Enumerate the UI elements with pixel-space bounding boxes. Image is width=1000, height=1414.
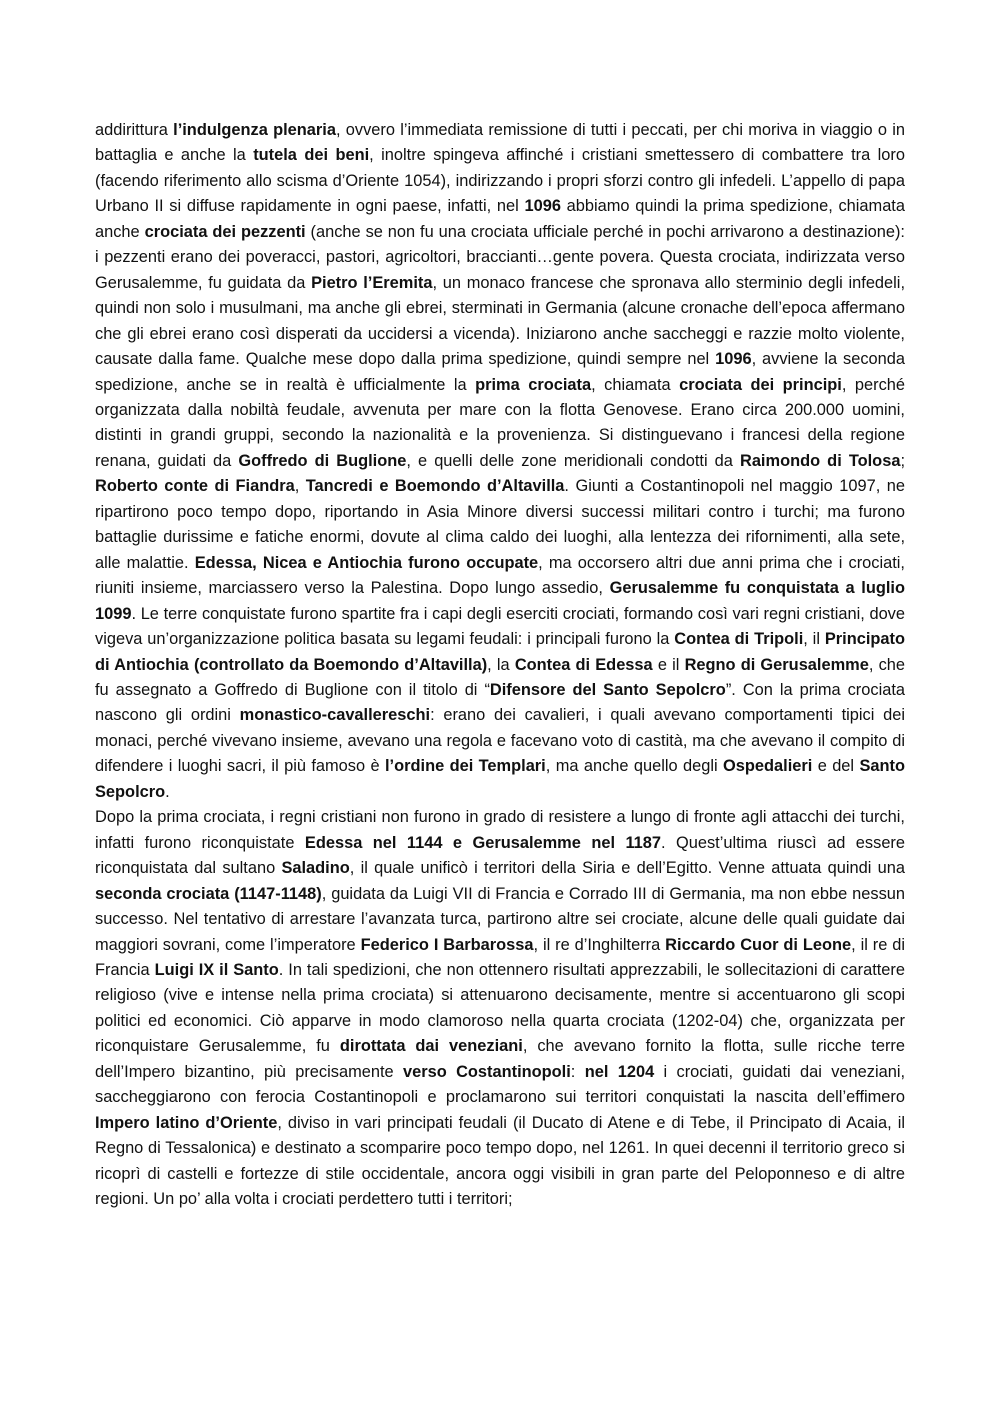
bold-text-run: Roberto conte di Fiandra <box>95 477 295 496</box>
text-run: , il quale unificò i territori della Siria e dell’Egitto. Venne attuata quindi una <box>349 859 905 878</box>
bold-text-run: 1096 <box>715 350 752 369</box>
bold-text-run: Federico I Barbarossa <box>360 935 534 954</box>
text-run: , che fu assegnato a Goffredo di Buglione con il titolo di “ <box>95 655 906 699</box>
bold-text-run: Tancredi e Boemondo d’Altavilla <box>305 477 565 496</box>
bold-text-run: Ospedalieri <box>723 757 813 776</box>
text-run: , avviene la seconda spedizione, anche se in realtà è ufficialmente la <box>95 350 906 394</box>
text-run: ; <box>900 451 905 470</box>
text-run: , ma anche quello degli <box>545 757 724 776</box>
text-run: , il re di Francia <box>95 935 905 979</box>
text-run: e del <box>812 757 860 776</box>
bold-text-run: nel 1204 <box>584 1062 655 1081</box>
bold-text-run: 1096 <box>524 197 561 216</box>
text-run: i crociati, guidati dai veneziani, saccheggiarono con ferocia Costantinopoli e proclamarono sui territori conquistati la nascita dell’effimero <box>95 1062 906 1107</box>
bold-text-run: Raimondo di Tolosa <box>739 451 901 470</box>
text-run: , ovvero l’immediata remissione di tutti i peccati, per chi moriva in viaggio o in battaglia e anche la <box>95 121 905 165</box>
paragraph-1 <box>95 118 905 805</box>
text-run: : <box>570 1062 585 1081</box>
text-run: . Giunti a Costantinopoli nel maggio 1097, ne ripartirono poco tempo dopo, riportando in Asia Minore diversi successi militari contro i turchi; ma furono battaglie durissime e fatiche enormi, dovute al clima caldo dei luoghi, alla lentezza dei rifornimenti, alla sete, alle malattie. <box>95 477 905 572</box>
bold-text-run: Pietro l’Eremita <box>311 273 433 292</box>
bold-text-run: seconda crociata (1147-1148) <box>95 884 322 903</box>
bold-text-run: monastico-cavallereschi <box>239 706 431 725</box>
text-run: e il <box>652 655 685 674</box>
text-run: . Quest’ultima riuscì ad essere riconquistata dal sultano <box>95 833 906 878</box>
text-run: , inoltre spingeva affinché i cristiani smettessero di combattere tra loro (facendo riferimento allo scisma d’Oriente 1054), indirizzando i propri sforzi contro gli infedeli. L’appello di papa Urbano II si diffuse rapidamente in ogni paese, infatti, nel <box>95 146 906 216</box>
text-run: , e quelli delle zone meridionali condotti da <box>406 451 740 470</box>
bold-text-run: Contea di Tripoli <box>674 630 804 649</box>
paragraph-2 <box>95 805 905 1212</box>
bold-text-run: Impero latino d’Oriente <box>95 1113 278 1132</box>
bold-text-run: Riccardo Cuor di Leone <box>665 935 852 954</box>
bold-text-run: Gerusalemme fu conquistata a luglio 1099 <box>95 579 905 623</box>
bold-text-run: Difensore del Santo Sepolcro <box>489 680 726 699</box>
text-run: , il <box>803 630 825 649</box>
document-body <box>95 118 905 1212</box>
bold-text-run: dirottata dai veneziani <box>339 1037 523 1056</box>
bold-text-run: Luigi IX il Santo <box>154 960 279 979</box>
text-run: , chiamata <box>591 375 680 394</box>
text-run: : erano dei cavalieri, i quali avevano comportamenti tipici dei monaci, perché vivevano insieme, avevano una regola e facevano voto di castità, ma che avevano il compito di difendere i luoghi sacri, il più famoso è <box>95 706 905 776</box>
text-run: , il re d’Inghilterra <box>533 935 666 954</box>
bold-text-run: Saladino <box>281 859 350 878</box>
text-run: (anche se non fu una crociata ufficiale perché in pochi arrivarono a destinazione): i pezzenti erano dei poveracci, pastori, agricoltori, braccianti…gente povera. Questa crociata, indirizzata verso Gerusalemme, fu guidata da <box>95 222 905 292</box>
text-run: , la <box>487 655 515 674</box>
bold-text-run: l’ordine dei Templari <box>385 757 546 776</box>
bold-text-run: Principato di Antiochia (controllato da Boemondo d’Altavilla) <box>95 630 905 674</box>
text-run: Dopo la prima crociata, i regni cristiani non furono in grado di resistere a lungo di fronte agli attacchi dei turchi, infatti furono riconquistate <box>95 808 905 852</box>
text-run: abbiamo quindi la prima spedizione, chiamata anche <box>95 197 905 241</box>
bold-text-run: Regno di Gerusalemme <box>684 655 869 674</box>
bold-text-run: verso Costantinopoli <box>402 1062 571 1081</box>
bold-text-run: tutela dei beni <box>253 146 370 165</box>
bold-text-run: prima crociata <box>475 375 592 394</box>
text-run: , <box>294 477 306 496</box>
bold-text-run: Contea di Edessa <box>514 655 653 674</box>
bold-text-run: crociata dei principi <box>679 375 842 394</box>
text-run: . In tali spedizioni, che non ottennero risultati apprezzabili, le sollecitazioni di carattere religioso (vive e intense nella prima crociata) si attenuarono decisamente, mentre si accentuarono gli scopi politici ed economici. Ciò apparve in modo clamoroso nella quarta crociata (1202-04) che, organizzata per riconquistare Gerusalemme, fu <box>95 960 905 1056</box>
text-run: ”. Con la prima crociata nascono gli ordini <box>95 680 905 725</box>
bold-text-run: Santo Sepolcro <box>95 757 905 801</box>
bold-text-run: l’indulgenza plenaria <box>173 121 336 139</box>
text-run: . Le terre conquistate furono spartite fra i capi degli eserciti crociati, formando così vari regni cristiani, dove vigeva un’organizzazione politica basata su legami feudali: i principali furono la <box>95 604 905 649</box>
text-run: , che avevano fornito la flotta, sulle ricche terre dell’Impero bizantino, più precisamente <box>95 1037 905 1081</box>
text-run: . <box>165 782 170 801</box>
text-run: , perché organizzata dalla nobiltà feudale, avvenuta per mare con la flotta Genovese. Erano circa 200.000 uomini, distinti in grandi gruppi, secondo la nazionalità e la provenienza. Si distinguevano i francesi della regione renana, guidati da <box>95 375 905 470</box>
bold-text-run: Goffredo di Buglione <box>238 451 407 470</box>
bold-text-run: Edessa nel 1144 e Gerusalemme nel 1187 <box>304 833 661 852</box>
text-run: , un monaco francese che spronava allo sterminio degli infedeli, quindi non solo i musulmani, ma anche gli ebrei, sterminati in Germania (alcune cronache dell’epoca affermano che gli ebrei erano così disperati da uccidersi a vicenda). Iniziarono anche saccheggi e razzie molto violente, causate dalla fame. Qualche mese dopo dalla prima spedizione, quindi sempre nel <box>95 273 905 369</box>
text-run: , guidata da Luigi VII di Francia e Corrado III di Germania, ma non ebbe nessun successo. Nel tentativo di arrestare l’avanzata turca, partirono altre sei crociate, alcune delle quali guidate dai maggiori sovrani, come l’imperatore <box>95 884 905 954</box>
text-run: , ma occorsero altri due anni prima che i crociati, riuniti insieme, marciassero verso la Palestina. Dopo lungo assedio, <box>95 553 905 598</box>
bold-text-run: Edessa, Nicea e Antiochia furono occupate <box>194 553 539 572</box>
text-run: , diviso in vari principati feudali (il Ducato di Atene e di Tebe, il Principato di Acaia, il Regno di Tessalonica) e destinato a scomparire poco tempo dopo, nel 1261. In quei decenni il territorio greco si ricoprì di castelli e fortezze di stile occidentale, ancora oggi visibili in gran parte del Peloponneso e di altre regioni. Un po’ alla volta i crociati perdettero tutti i territori; <box>95 1113 905 1209</box>
text-run: addirittura <box>95 121 174 139</box>
bold-text-run: crociata dei pezzenti <box>144 222 306 241</box>
